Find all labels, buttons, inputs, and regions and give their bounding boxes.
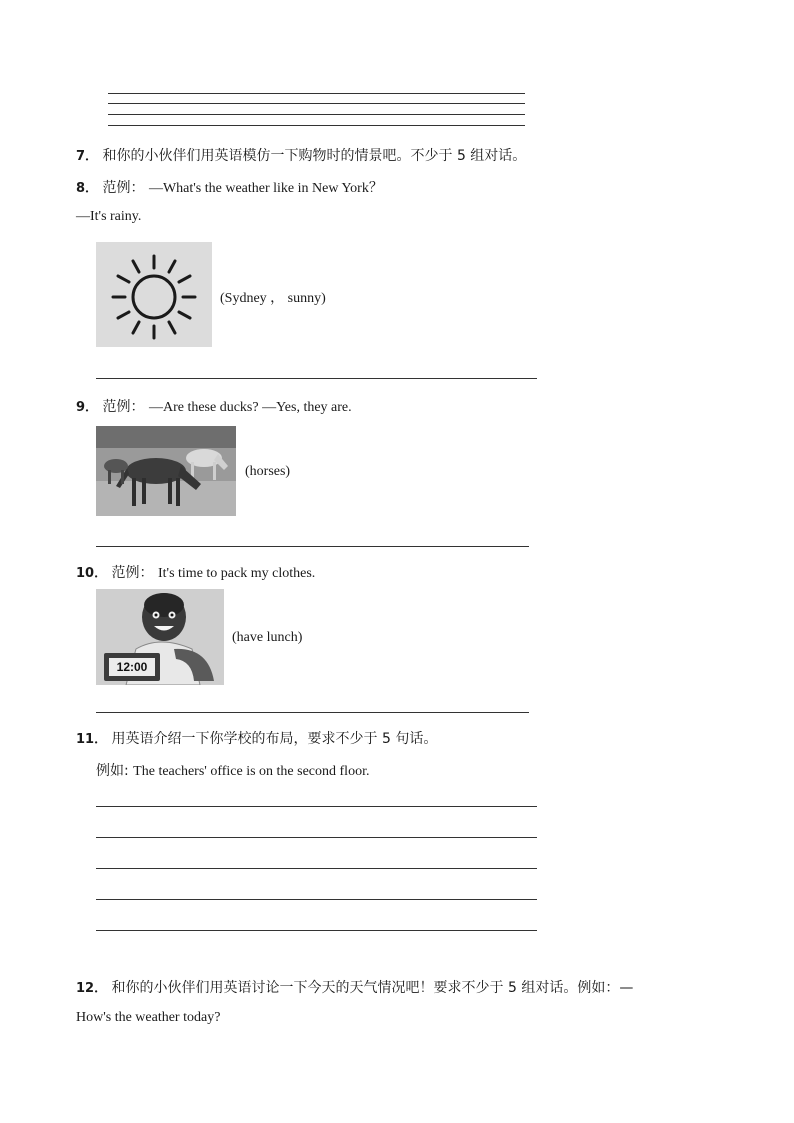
horses-photo (96, 426, 236, 516)
example-text: —Are these ducks? —Yes, they are. (148, 400, 352, 415)
image-caption: (have lunch) (232, 630, 303, 645)
question-8 (76, 177, 383, 197)
question-number: 8． (76, 181, 99, 196)
answer-line (96, 712, 529, 713)
question-number: 10． (76, 566, 108, 581)
question-11 (76, 728, 437, 748)
example-text: —What's the weather like in New York？ (148, 181, 383, 196)
example (96, 760, 369, 780)
question-9 (76, 396, 352, 416)
answer-line (108, 125, 525, 126)
example-label: 范例： (102, 399, 145, 415)
example-answer: —It's rainy. (76, 209, 142, 224)
question-text: 和你的小伙伴们用英语讨论一下今天的天气情况吧！要求不少于 5 组对话。例如：— (111, 980, 634, 996)
example-label: 例如: (96, 763, 129, 779)
answer-line (96, 868, 537, 869)
answer-line (96, 806, 537, 807)
answer-line (96, 546, 529, 547)
answer-line (96, 930, 537, 931)
question-10 (76, 562, 315, 582)
example-text: It's time to pack my clothes. (158, 566, 316, 581)
image-caption: (horses) (245, 464, 291, 479)
answer-line (96, 378, 537, 379)
answer-line (108, 93, 525, 94)
answer-line (96, 837, 537, 838)
answer-line (108, 103, 525, 104)
question-number: 9． (76, 400, 99, 415)
example-label: 范例： (102, 180, 145, 196)
question-number: 12． (76, 981, 108, 996)
horses-image (96, 426, 236, 516)
example-label: 范例： (111, 565, 154, 581)
question-continuation: How's the weather today? (76, 1010, 221, 1025)
answer-line (108, 114, 525, 115)
image-caption: (Sydney ， sunny) (220, 291, 326, 306)
question-text: 和你的小伙伴们用英语模仿一下购物时的情景吧。不少于 5 组对话。 (102, 148, 527, 164)
sun-icon (96, 242, 212, 347)
question-number: 11． (76, 732, 108, 747)
boy-clock-image (96, 589, 224, 685)
question-number: 7． (76, 149, 99, 164)
question-text: 用英语介绍一下你学校的布局，要求不少于 5 句话。 (111, 731, 438, 747)
question-7 (76, 145, 526, 165)
sun-image (96, 242, 212, 347)
answer-line (96, 899, 537, 900)
question-12 (76, 977, 633, 997)
example-text: The teachers' office is on the second floor. (133, 764, 370, 779)
clock-time: 12:00 (116, 660, 148, 674)
